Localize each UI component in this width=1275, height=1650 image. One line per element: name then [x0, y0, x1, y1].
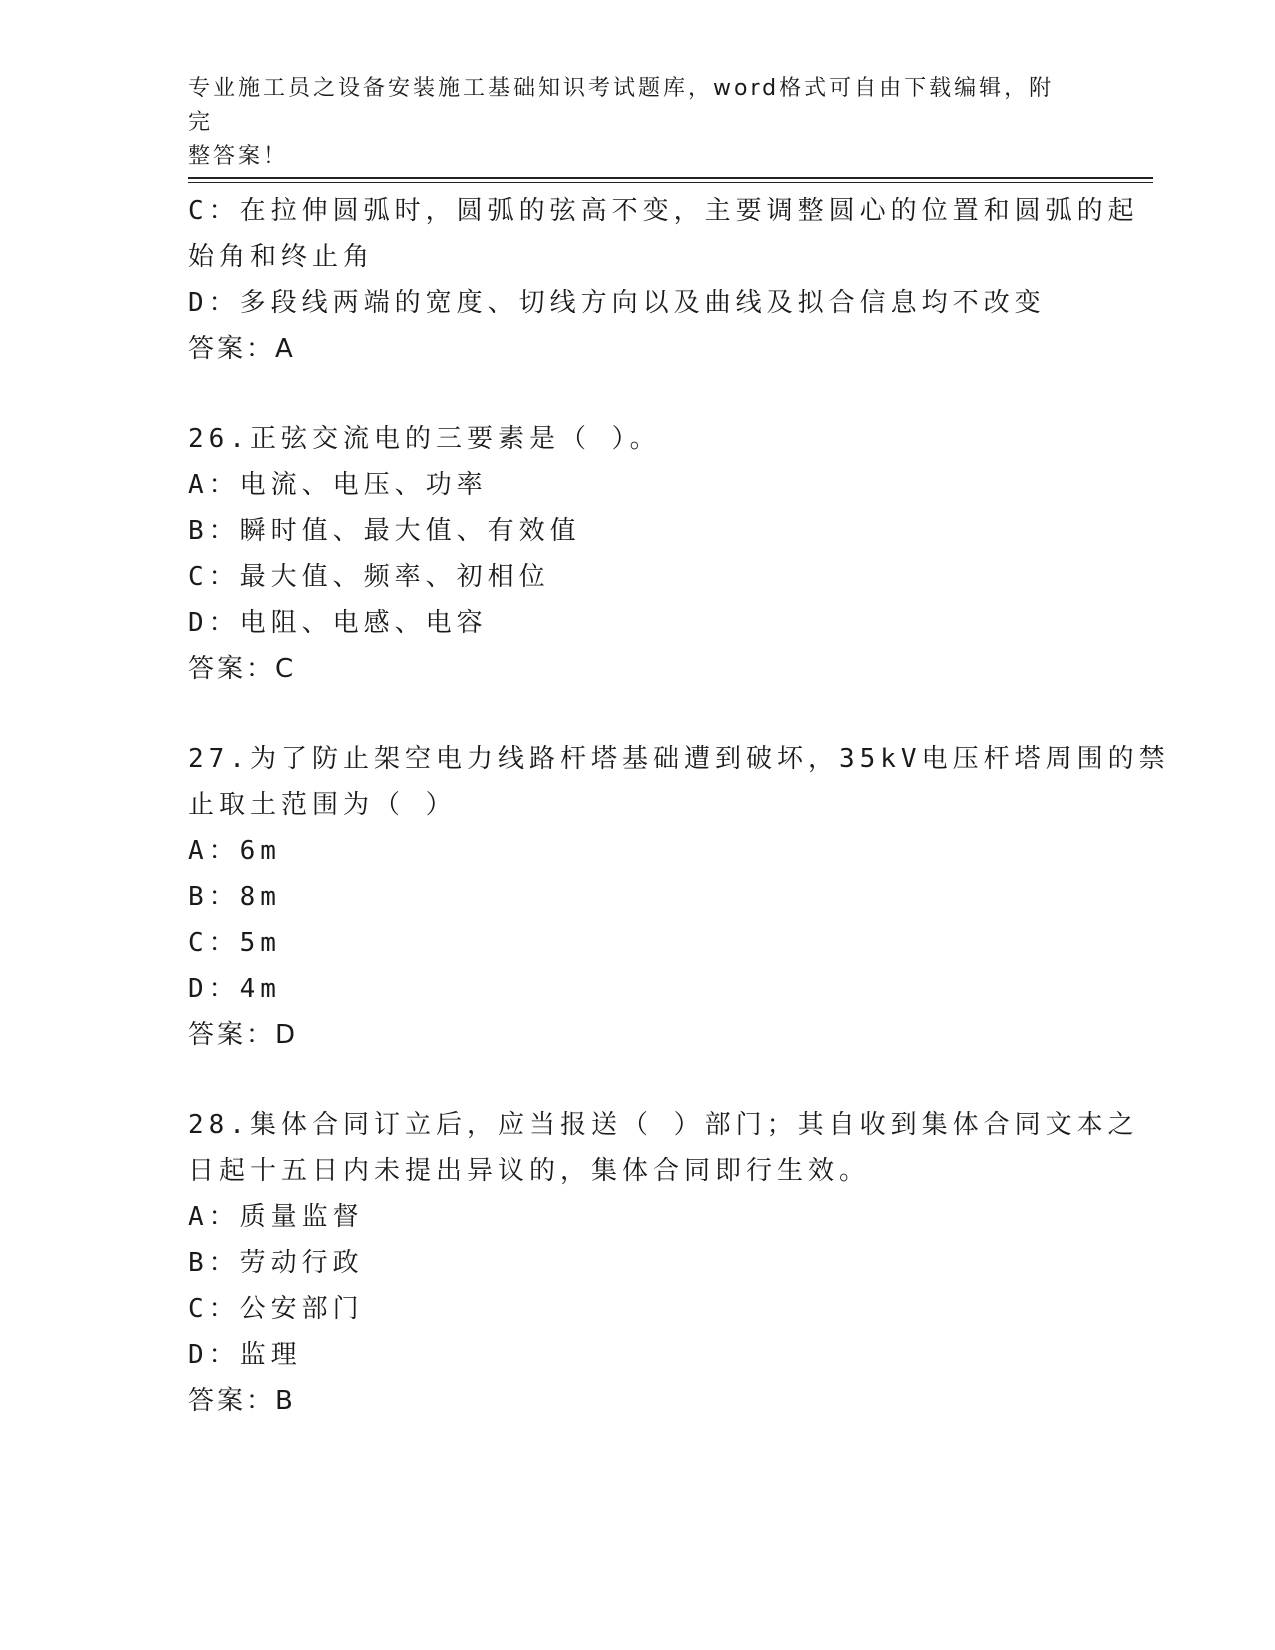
- header-line-2: 整答案！: [188, 144, 289, 169]
- question-stem-continued: 止取土范围为（ ）: [188, 790, 457, 820]
- question-stem-continued: 日起十五日内未提出异议的，集体合同即行生效。: [188, 1156, 871, 1186]
- question-list: [188, 188, 1170, 1424]
- document-header: [188, 72, 1068, 174]
- option-b: B：8m: [188, 882, 281, 912]
- question-stem: 26.正弦交流电的三要素是（ ）。: [188, 424, 661, 454]
- option-c: C：在拉伸圆弧时，圆弧的弦高不变，主要调整圆心的位置和圆弧的起: [188, 196, 1139, 226]
- option-d: D：监理: [188, 1340, 302, 1370]
- option-c-continued: 始角和终止角: [188, 242, 375, 272]
- option-d: D：多段线两端的宽度、切线方向以及曲线及拟合信息均不改变: [188, 288, 1046, 318]
- header-divider-thin: [188, 182, 1153, 183]
- option-a: A：6m: [188, 836, 281, 866]
- option-d: D：4m: [188, 974, 281, 1004]
- question-stem: 27.为了防止架空电力线路杆塔基础遭到破坏，35kV电压杆塔周围的禁: [188, 744, 1170, 774]
- option-a: A：质量监督: [188, 1202, 364, 1232]
- question-26: [188, 416, 1088, 692]
- answer-line: 答案：C: [188, 654, 297, 684]
- question-28: [188, 1102, 1139, 1424]
- option-c: C：公安部门: [188, 1294, 364, 1324]
- option-c: C：5m: [188, 928, 281, 958]
- option-c: C：最大值、频率、初相位: [188, 562, 550, 592]
- option-a: A：电流、电压、功率: [188, 470, 488, 500]
- option-d: D：电阻、电感、电容: [188, 608, 488, 638]
- header-divider: [188, 177, 1153, 179]
- option-b: B：劳动行政: [188, 1248, 364, 1278]
- answer-line: 答案：D: [188, 1020, 299, 1050]
- answer-line: 答案：B: [188, 1386, 296, 1416]
- header-line-1: 专业施工员之设备安装施工基础知识考试题库，word格式可自由下载编辑，附完: [188, 76, 1055, 135]
- option-b: B：瞬时值、最大值、有效值: [188, 516, 581, 546]
- question-stem: 28.集体合同订立后，应当报送（ ）部门；其自收到集体合同文本之: [188, 1110, 1139, 1140]
- question-27: [188, 736, 1170, 1058]
- answer-line: 答案：A: [188, 334, 296, 364]
- question-25-tail: [188, 188, 1139, 372]
